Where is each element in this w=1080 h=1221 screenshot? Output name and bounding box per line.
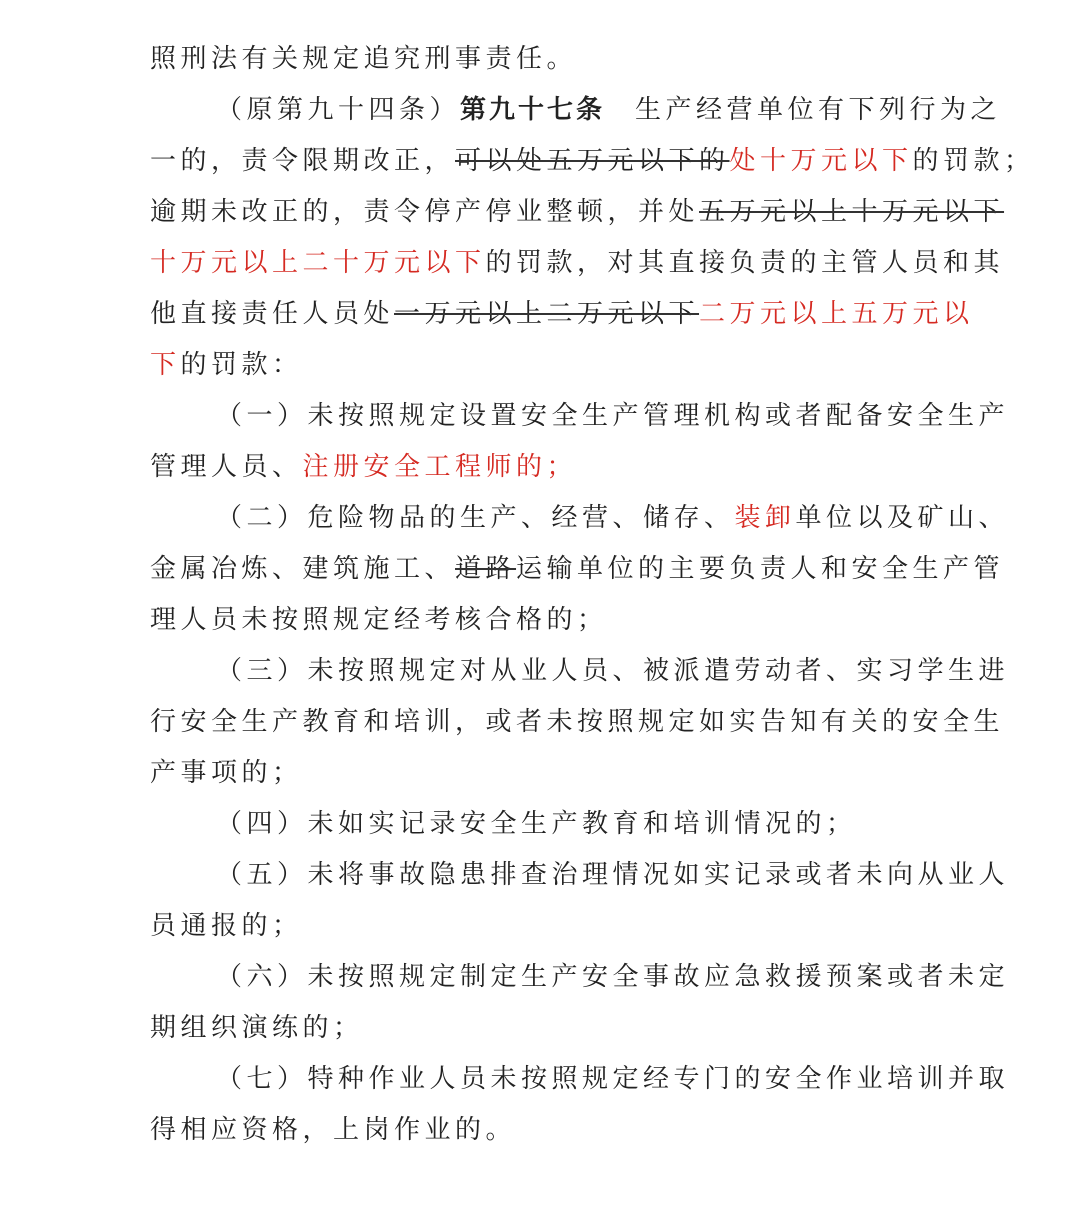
text-segment: （二）危险物品的生产、经营、储存、 <box>216 503 735 533</box>
text-segment: 单位以及矿山、 <box>795 503 1010 533</box>
text-segment: 员通报的； <box>150 911 303 941</box>
list-item-2 <box>150 493 1010 544</box>
list-item-5 <box>150 850 1010 901</box>
article-lead-text: 生产经营单位有下列行为之 <box>635 95 1002 125</box>
inserted-text: 二万元以上五万元以 <box>699 299 974 329</box>
inserted-text: 装卸 <box>734 503 796 533</box>
text-segment: 管理人员、 <box>150 452 303 482</box>
list-item-4 <box>150 799 950 850</box>
inserted-text: 十万元以上二十万元以下 <box>150 248 486 278</box>
article-heading-line <box>150 85 1002 136</box>
paragraph-line <box>150 34 950 85</box>
document-page <box>150 34 1035 1156</box>
text-segment: 得相应资格，上岗作业的。 <box>150 1115 517 1145</box>
text-segment: 的罚款： <box>180 350 303 380</box>
deleted-text: 可以处五万元以下的 <box>455 146 730 176</box>
list-item-3 <box>150 646 1010 697</box>
text-segment: 的罚款； <box>912 146 1035 176</box>
paragraph-line <box>150 340 950 391</box>
deleted-text: 一万元以上二万元以下 <box>394 299 700 329</box>
inserted-text: 处十万元以下 <box>729 146 913 176</box>
inserted-text: 下 <box>150 350 181 380</box>
text-segment: （四）未如实记录安全生产教育和培训情况的； <box>216 809 857 839</box>
text-segment: （七）特种作业人员未按照规定经专门的安全作业培训并取 <box>216 1064 1010 1094</box>
inserted-text: 注册安全工程师的； <box>302 452 578 482</box>
list-item-6 <box>150 952 1010 1003</box>
text-segment: （六）未按照规定制定生产安全事故应急救援预案或者未定 <box>216 962 1010 992</box>
text-segment: 产事项的； <box>150 758 303 788</box>
paragraph-line <box>150 136 1035 187</box>
text-segment: （一）未按照规定设置安全生产管理机构或者配备安全生产 <box>216 401 1010 431</box>
text-segment: 期组织演练的； <box>150 1013 364 1043</box>
text-segment: 他直接责任人员处 <box>150 299 395 329</box>
list-item-1 <box>150 391 1010 442</box>
text-segment: （三）未按照规定对从业人员、被派遣劳动者、实习学生进 <box>216 656 1010 686</box>
text-segment: 运输单位的主要负责人和安全生产管 <box>516 554 1005 584</box>
list-item-2-cont <box>150 544 1005 595</box>
text-segment: 行安全生产教育和培训，或者未按照规定如实告知有关的安全生 <box>150 707 1005 737</box>
original-article-ref: （原第九十四条） <box>216 95 461 125</box>
article-title: 第九十七条 <box>460 95 606 125</box>
list-item-3-cont <box>150 697 1005 748</box>
list-item-6-cont <box>150 1003 950 1054</box>
list-item-7 <box>150 1054 1010 1105</box>
paragraph-line <box>150 238 1005 289</box>
list-item-3-cont <box>150 748 950 799</box>
text-segment: 逾期未改正的，责令停产停业整顿，并处 <box>150 197 700 227</box>
text-segment: 理人员未按照规定经考核合格的； <box>150 605 608 635</box>
deleted-text: 道路 <box>455 554 517 584</box>
list-item-2-cont <box>150 595 950 646</box>
paragraph-line <box>150 289 974 340</box>
list-item-7-cont <box>150 1105 950 1156</box>
paragraph-line <box>150 187 1005 238</box>
text-segment: 的罚款，对其直接负责的主管人员和其 <box>485 248 1005 278</box>
text-segment: （五）未将事故隐患排查治理情况如实记录或者未向从业人 <box>216 860 1010 890</box>
text-segment: 一的，责令限期改正， <box>150 146 456 176</box>
intro-tail-text: 照刑法有关规定追究刑事责任。 <box>150 44 578 74</box>
list-item-1-cont <box>150 442 950 493</box>
deleted-text: 五万元以上十万元以下 <box>699 197 1005 227</box>
text-segment: 金属冶炼、建筑施工、 <box>150 554 456 584</box>
list-item-5-cont <box>150 901 950 952</box>
